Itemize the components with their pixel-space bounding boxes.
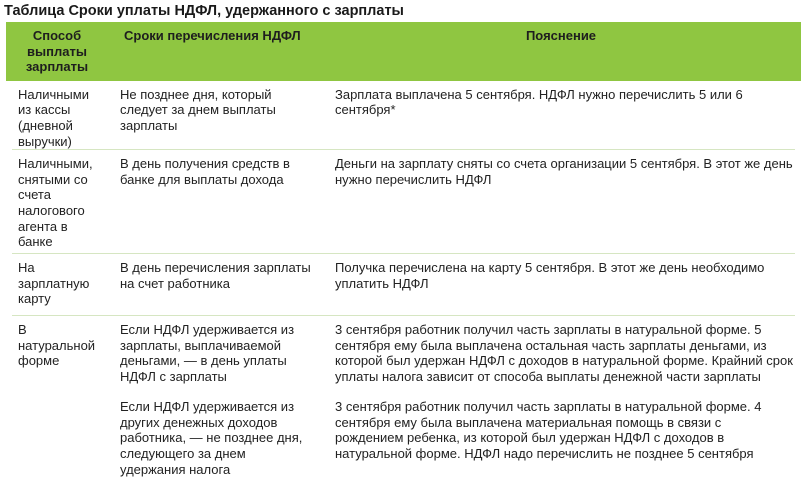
cell-deadline: Не позднее дня, который следует за днем выплаты зарплаты bbox=[120, 86, 276, 133]
header-deadline: Сроки перечисления НДФЛ bbox=[108, 22, 321, 81]
tax-deadlines-table bbox=[6, 22, 801, 479]
cell-note: 3 сентября работник получил часть зарплаты в натуральной форме. 5 сентября ему была выплачена остальная часть зарплаты деньгами, из которой был удержан НДФЛ с доходов в натуральной форме. Крайний срок уплаты налога зависит от способа выплаты денежной части зарплаты bbox=[335, 322, 793, 384]
cell-note: 3 сентября работник получил часть зарплаты в натуральной форме. 4 сентября ему была выплачена материальная помощь в связи с рождением ребенка, из которой был удержан НДФЛ с доходов в натуральной форме. НДФЛ надо перечислить не позднее 5 сентября bbox=[335, 399, 762, 461]
table-row bbox=[6, 150, 801, 253]
table-header-row bbox=[6, 22, 801, 81]
table-row bbox=[6, 254, 801, 315]
cell-note: Получка перечислена на карту 5 сентября. В этот же день необходимо уплатить НДФЛ bbox=[335, 260, 765, 291]
cell-method: В натуральной форме bbox=[18, 322, 96, 369]
header-payment-method: Способ выплаты зарплаты bbox=[6, 22, 108, 81]
cell-deadline: В день получения средств в банке для выплаты дохода bbox=[120, 156, 290, 187]
cell-note: Зарплата выплачена 5 сентября. НДФЛ нужно перечислить 5 или 6 сентября* bbox=[335, 86, 743, 118]
table-title: Таблица Сроки уплаты НДФЛ, удержанного с зарплаты bbox=[4, 3, 404, 19]
table-row bbox=[6, 81, 801, 149]
cell-method: Наличными из кассы (дневной выручки) bbox=[18, 86, 89, 149]
table-row bbox=[6, 393, 801, 479]
cell-deadline: Если НДФЛ удерживается из других денежных доходов работника, — не позднее дня, следующего за днем удержания налога bbox=[120, 399, 303, 477]
header-explanation: Пояснение bbox=[321, 22, 801, 81]
table-row bbox=[6, 316, 801, 393]
cell-deadline: Если НДФЛ удерживается из зарплаты, выплачиваемой деньгами, — в день уплаты НДФЛ с зарплаты bbox=[120, 322, 295, 384]
cell-method: Наличными, снятыми со счета налогового агента в банке bbox=[18, 156, 93, 250]
cell-deadline: В день перечисления зарплаты на счет работника bbox=[120, 260, 311, 291]
cell-method: На зарплатную карту bbox=[18, 260, 90, 307]
cell-note: Деньги на зарплату сняты со счета организации 5 сентября. В этот же день нужно перечислить НДФЛ bbox=[335, 156, 793, 187]
